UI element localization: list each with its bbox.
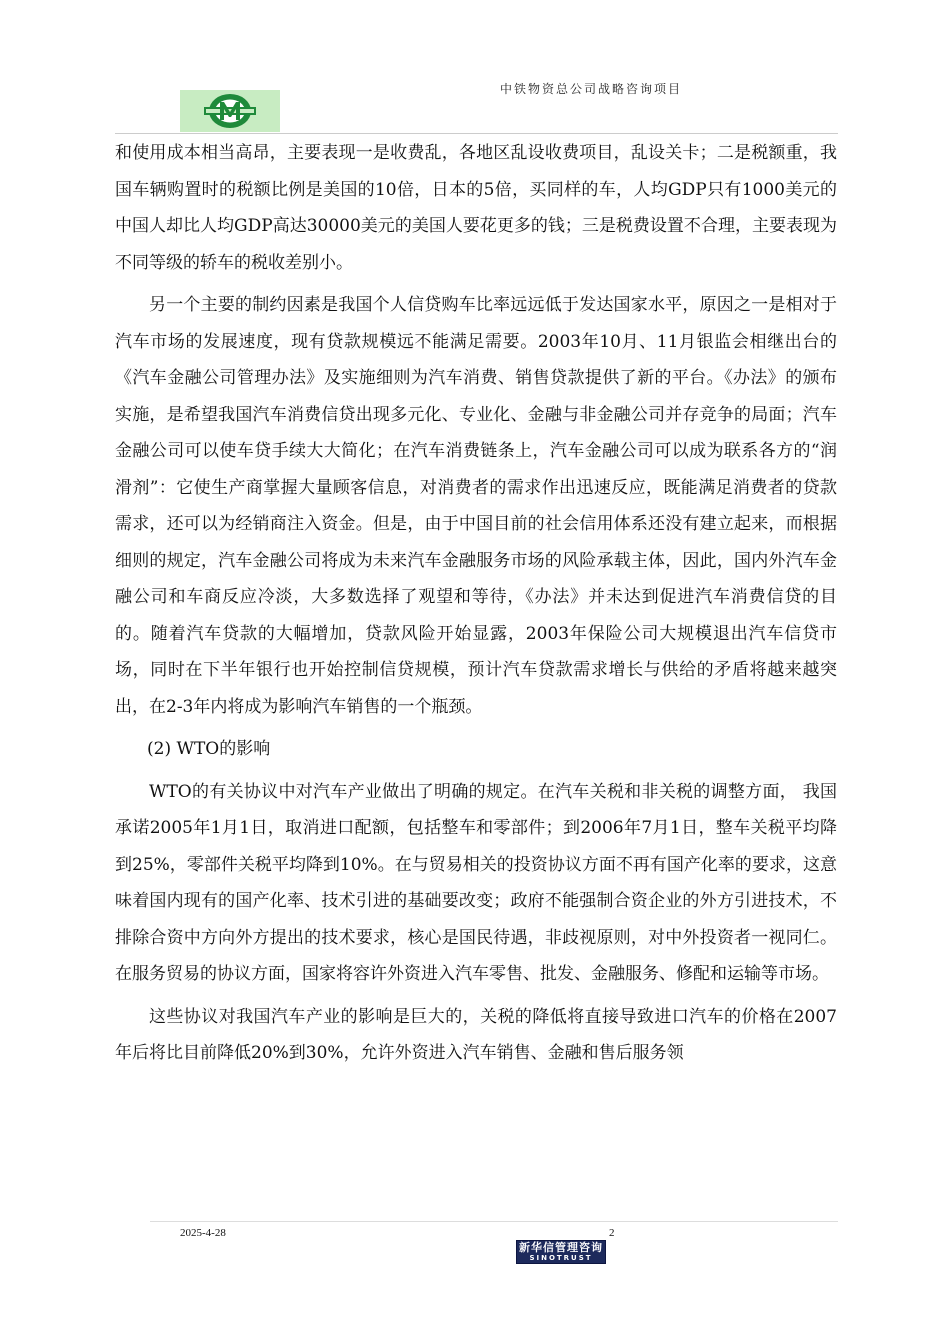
sinotrust-logo xyxy=(516,1240,606,1264)
sinotrust-logo-cn: 新华信管理咨询 xyxy=(519,1241,603,1254)
paragraph-3: WTO的有关协议中对汽车产业做出了明确的规定。在汽车关税和非关税的调整方面， 我国承诺2005年1月1日，取消进口配额，包括整车和零部件；到2006年7月1日，整车关税平均降到25%，零部件关税平均降到10%。在与贸易相关的投资协议方面不再有国产化率的要求，这意味着国内现有的国产化率、技术引进的基础要改变；政府不能强制合资企业的外方引进技术，不排除合资中方向外方提出的技术要求，核心是国民待遇，非歧视原则，对中外投资者一视同仁。 在服务贸易的协议方面，国家将容许外资进入汽车零售、批发、金融服务、修配和运输等市场。 xyxy=(115,781,837,984)
page-number: 2 xyxy=(609,1227,615,1239)
footer-divider xyxy=(150,1221,838,1222)
header-title: 中铁物资总公司战略咨询项目 xyxy=(499,82,682,96)
company-m-logo-icon xyxy=(180,90,280,132)
footer-date: 2025-4-28 xyxy=(180,1227,226,1239)
section-heading-wto: (2) WTO的影响 xyxy=(147,739,271,759)
paragraph-1: 和使用成本相当高昂，主要表现一是收费乱，各地区乱设收费项目，乱设关卡；二是税额重，我国车辆购置时的税额比例是美国的10倍，日本的5倍，买同样的车，人均GDP只有1000美元的中国人却比人均GDP高达30000美元的美国人要花更多的钱；三是税费设置不合理，主要表现为不同等级的轿车的税收差别小。 xyxy=(115,143,837,273)
company-logo xyxy=(180,90,280,132)
sinotrust-logo-en: SINOTRUST xyxy=(529,1254,593,1262)
document-body xyxy=(115,135,837,1072)
header-divider xyxy=(115,133,838,134)
paragraph-2: 另一个主要的制约因素是我国个人信贷购车比率远远低于发达国家水平，原因之一是相对于汽车市场的发展速度，现有贷款规模远不能满足需要。2003年10月、11月银监会相继出台的《汽车金融公司管理办法》及实施细则为汽车消费、销售贷款提供了新的平台。《办法》的颁布实施，是希望我国汽车消费信贷出现多元化、专业化、金融与非金融公司并存竞争的局面；汽车金融公司可以使车贷手续大大简化；在汽车消费链条上，汽车金融公司可以成为联系各方的“润滑剂”：它使生产商掌握大量顾客信息，对消费者的需求作出迅速反应，既能满足消费者的贷款需求，还可以为经销商注入资金。但是，由于中国目前的社会信用体系还没有建立起来，而根据细则的规定，汽车金融公司将成为未来汽车金融服务市场的风险承载主体，因此，国内外汽车金融公司和车商反应冷淡，大多数选择了观望和等待，《办法》并未达到促进汽车消费信贷的目的。随着汽车贷款的大幅增加，贷款风险开始显露，2003年保险公司大规模退出汽车信贷市场，同时在下半年银行也开始控制信贷规模，预计汽车贷款需求增长与供给的矛盾将越来越突出，在2-3年内将成为影响汽车销售的一个瓶颈。 xyxy=(115,295,837,717)
paragraph-4: 这些协议对我国汽车产业的影响是巨大的，关税的降低将直接导致进口汽车的价格在2007年后将比目前降低20%到30%，允许外资进入汽车销售、金融和售后服务领 xyxy=(115,1006,837,1063)
